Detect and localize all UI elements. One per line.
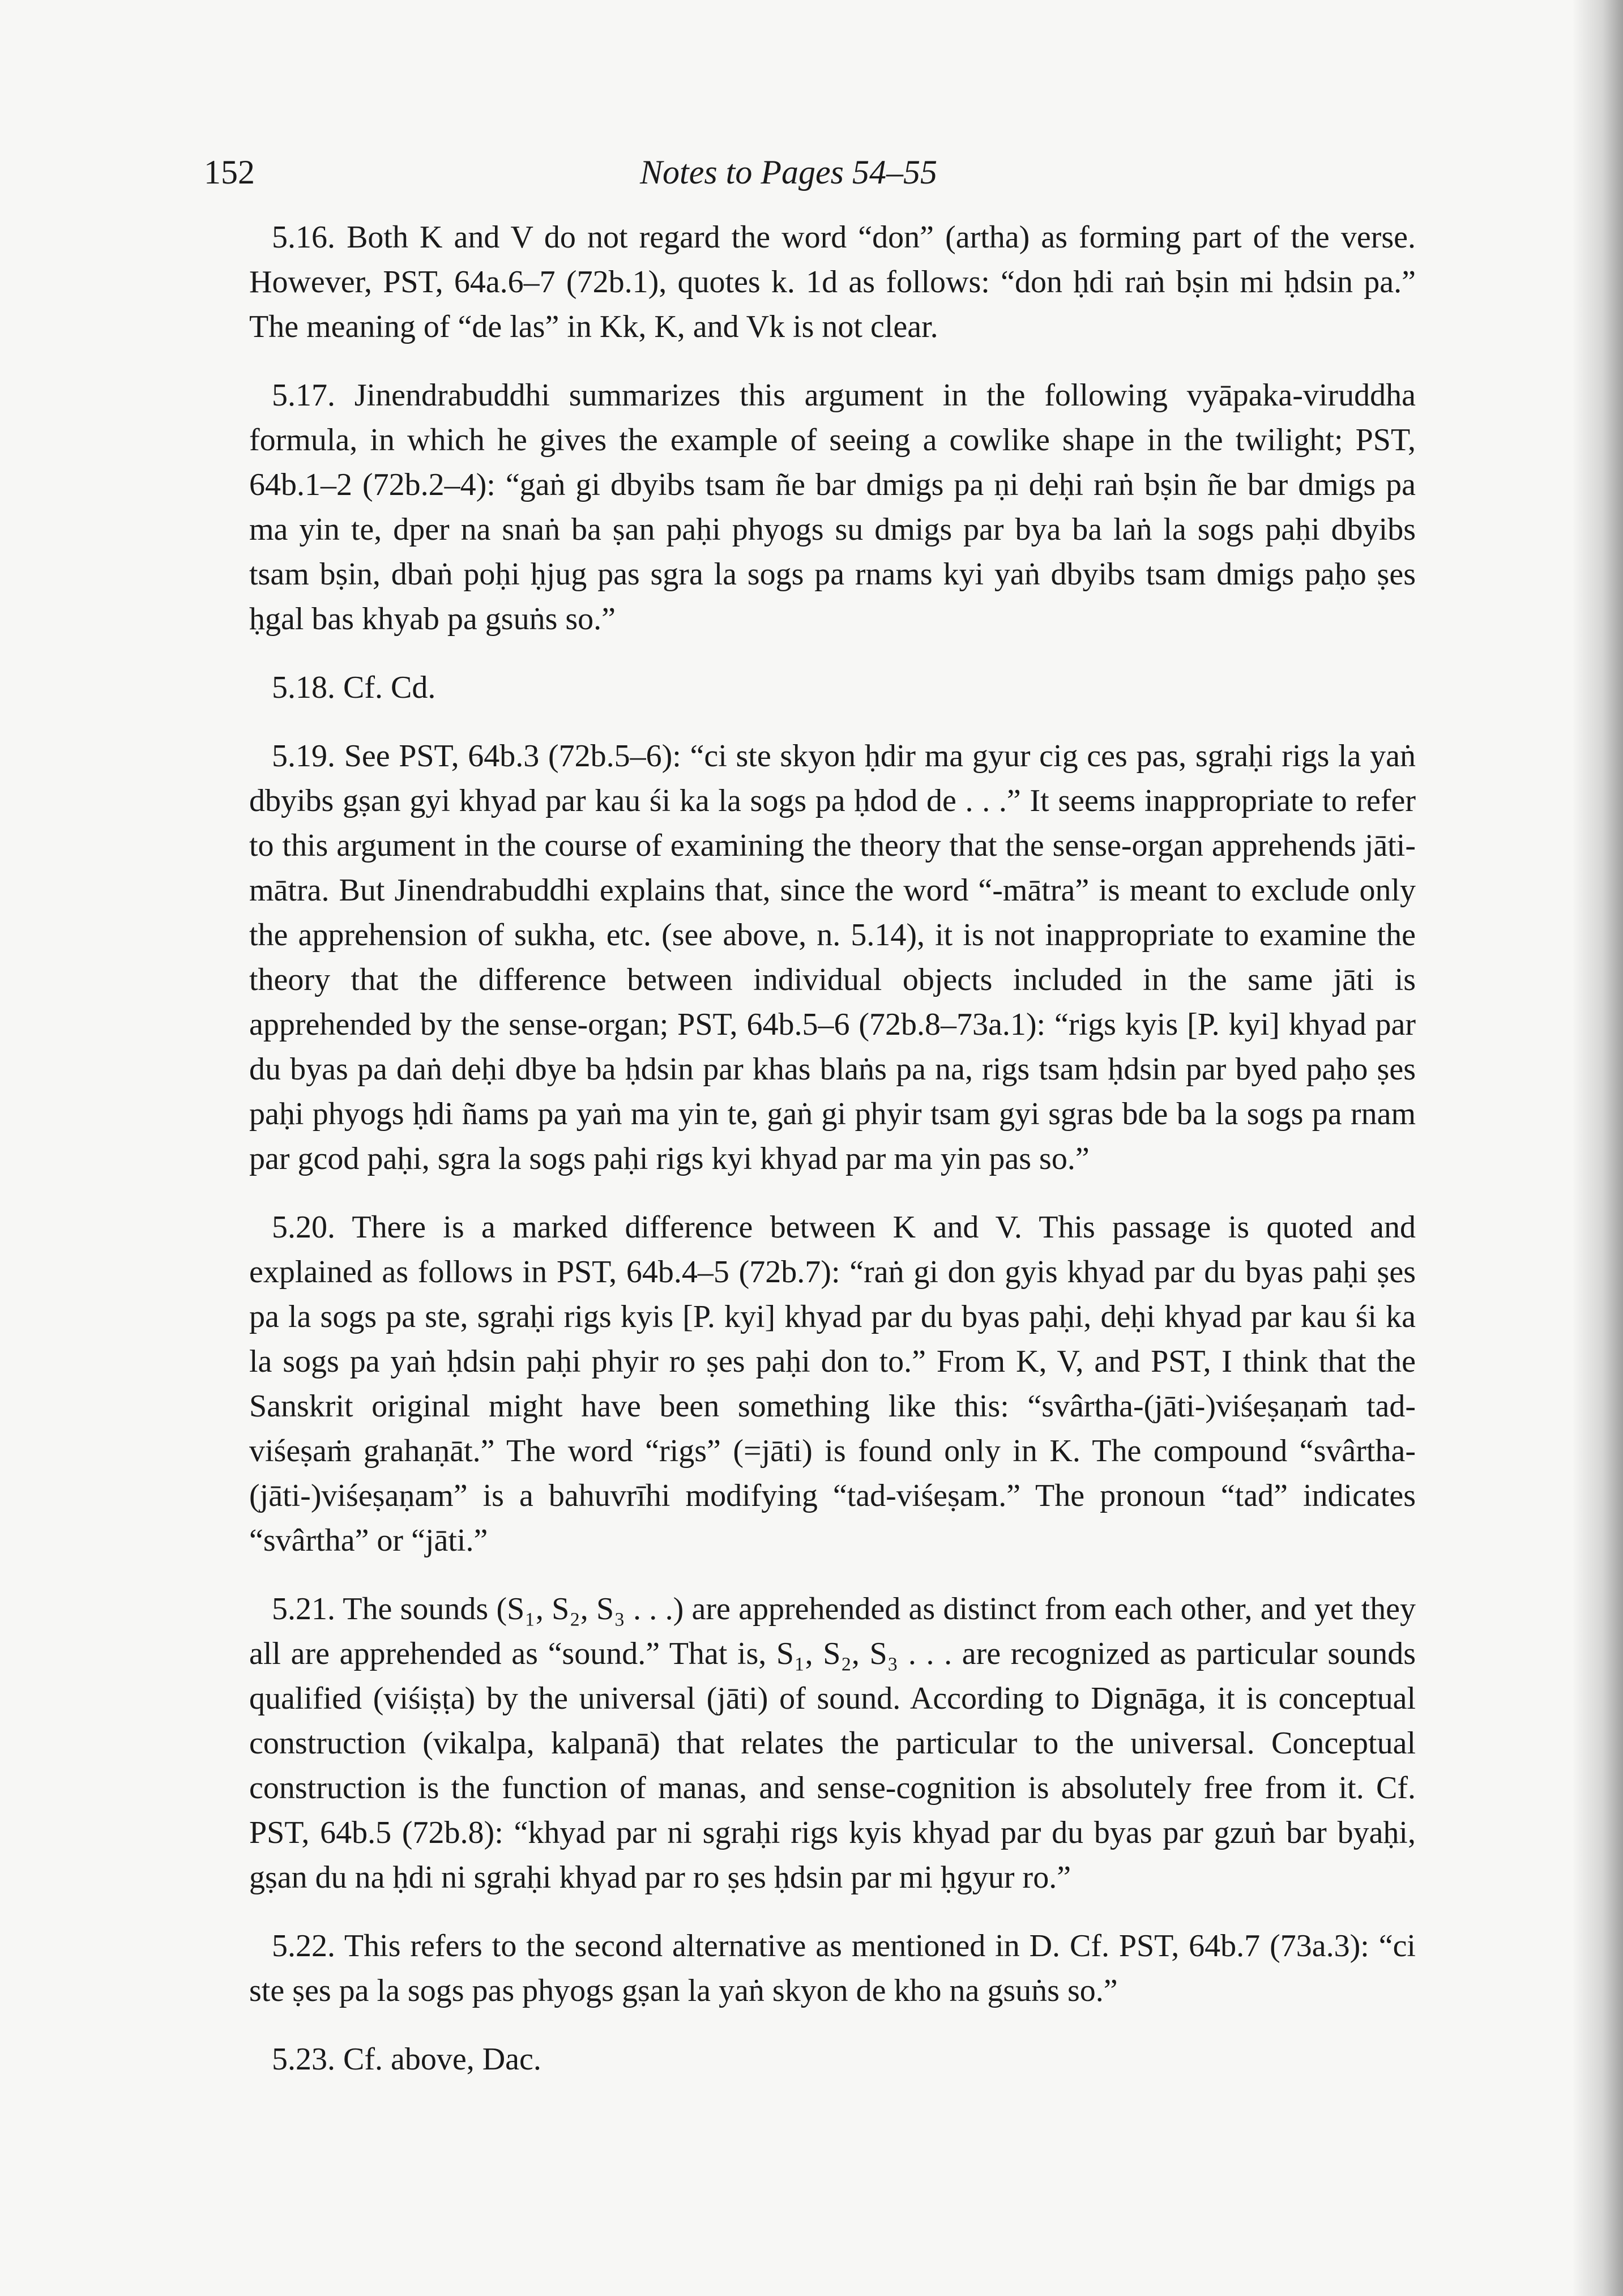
- note-number: 5.22.: [272, 1928, 335, 1964]
- note-5-19: [249, 734, 1416, 1181]
- note-5-22: [249, 1924, 1416, 2013]
- note-text: Jinendrabuddhi summarizes this argument in the following vyāpaka-viruddha formula, in which he gives the example of seeing a cowlike shape in the twilight; PST, 64b.1–2 (72b.2–4): “gaṅ gi dbyibs tsam ñe bar dmigs pa ṇi deḥi raṅ bṣin ñe bar dmigs pa ma yin te, dper na snaṅ ba ṣan paḥi phyogs su dmigs par bya ba laṅ la sogs paḥi dbyibs tsam bṣin, dbaṅ poḥi ḥjug pas sgra la sogs pa rnams kyi yaṅ dbyibs tsam dmigs paḥo ṣes ḥgal bas khyab pa gsuṅs so.”: [249, 378, 1416, 637]
- note-number: 5.21.: [272, 1591, 335, 1627]
- note-number: 5.19.: [272, 739, 335, 774]
- note-text: See PST, 64b.3 (72b.5–6): “ci ste skyon ḥdir ma gyur cig ces pas, sgraḥi rigs la yaṅ dbyibs gṣan gyi khyad par kau śi ka la sogs pa ḥdod de . . .” It seems inappropriate to refer to this argument in the course of examining the theory that the sense-organ apprehends jāti-mātra. But Jinendrabuddhi explains that, since the word “-mātra” is meant to exclude only the apprehension of sukha, etc. (see above, n. 5.14), it is not inappropriate to examine the theory that the difference between individual objects included in the same jāti is apprehended by the sense-organ; PST, 64b.5–6 (72b.8–73a.1): “rigs kyis [P. kyi] khyad par du byas pa daṅ deḥi dbye ba ḥdsin par khas blaṅs pa na, rigs tsam ḥdsin par byed paḥo ṣes paḥi phyogs ḥdi ñams pa yaṅ ma yin te, gaṅ gi phyir tsam gyi sgras bde ba la sogs pa rnam par gcod paḥi, sgra la sogs paḥi rigs kyi khyad par ma yin pas so.”: [249, 739, 1416, 1176]
- note-number: 5.17.: [272, 378, 335, 413]
- note-text: Cf. above, Dac.: [343, 2042, 541, 2077]
- note-text: This refers to the second alternative as mentioned in D. Cf. PST, 64b.7 (73a.3): “ci ste ṣes pa la sogs pas phyogs gṣan la yaṅ skyon de kho na gsuṅs so.”: [249, 1928, 1416, 2008]
- scan-edge-shadow: [1572, 0, 1623, 2296]
- note-text: The sounds (S₁, S₂, S₃ . . .) are apprehended as distinct from each other, and yet they all are apprehended as “sound.” That is, S₁, S₂, S₃ . . . are recognized as particular sounds qualified (viśiṣṭa) by the universal (jāti) of sound. According to Dignāga, it is conceptual construction (vikalpa, kalpanā) that relates the particular to the universal. Conceptual construction is the function of manas, and sense-cognition is absolutely free from it. Cf. PST, 64b.5 (72b.8): “khyad par ni sgraḥi rigs kyis khyad par du byas par gzuṅ bar byaḥi, gṣan du na ḥdi ni sgraḥi khyad par ro ṣes ḥdsin par mi ḥgyur ro.”: [249, 1591, 1416, 1895]
- note-5-23: [249, 2037, 1416, 2082]
- notes-list: [249, 215, 1416, 2106]
- note-text: Both K and V do not regard the word “don” (artha) as forming part of the verse. However, PST, 64a.6–7 (72b.1), quotes k. 1d as follows: “don ḥdi raṅ bṣin mi ḥdsin pa.” The meaning of “de las” in Kk, K, and Vk is not clear.: [249, 220, 1416, 344]
- note-5-20: [249, 1205, 1416, 1563]
- note-number: 5.20.: [272, 1210, 335, 1245]
- note-5-18: [249, 665, 1416, 710]
- note-number: 5.16.: [272, 220, 335, 255]
- note-number: 5.23.: [272, 2042, 335, 2077]
- note-text: Cf. Cd.: [343, 670, 436, 705]
- note-5-16: [249, 215, 1416, 349]
- page-number: 152: [204, 153, 255, 191]
- note-number: 5.18.: [272, 670, 335, 705]
- note-text: There is a marked difference between K and V. This passage is quoted and explained as follows in PST, 64b.4–5 (72b.7): “raṅ gi don gyis khyad par du byas paḥi ṣes pa la sogs pa ste, sgraḥi rigs kyis [P. kyi] khyad par du byas paḥi, deḥi khyad par kau śi ka la sogs pa yaṅ ḥdsin paḥi phyir ro ṣes paḥi don to.” From K, V, and PST, I think that the Sanskrit original might have been something like this: “svârtha-(jāti-)viśeṣaṇaṁ tad-viśeṣaṁ grahaṇāt.” The word “rigs” (=jāti) is found only in K. The compound “svârtha-(jāti-)viśeṣaṇam” is a bahuvrīhi modifying “tad-viśeṣam.” The pronoun “tad” indicates “svârtha” or “jāti.”: [249, 1210, 1416, 1558]
- note-5-17: [249, 373, 1416, 642]
- note-5-21: [249, 1587, 1416, 1900]
- running-title: Notes to Pages 54–55: [640, 153, 937, 191]
- running-head: [204, 153, 1438, 204]
